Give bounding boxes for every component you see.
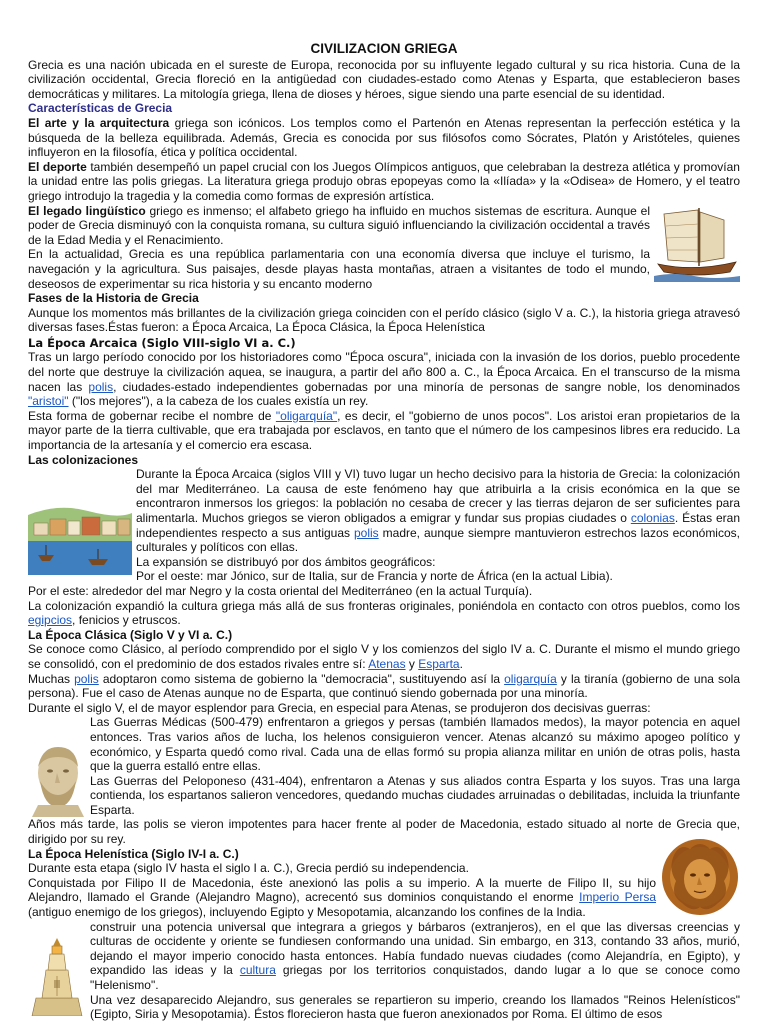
link-atenas[interactable]: Atenas xyxy=(368,656,406,671)
text-span: construir una potencia universal que integrara a griegos y bárbaros (extranjeros), en el que las diversas creencias y culturas de occidente y oriente se fundiesen conformando una unidad. Sin embargo, en 313, contando 33 años, murió, dejando el mayor imperio conocido hasta entonces. Había fundado nuevas ciudades (como Alejandría, en Egipto), y expandido las ideas y la xyxy=(90,919,740,978)
lead-arte: El arte y la arquitectura xyxy=(28,115,170,130)
text-span: , ciudades-estado independientes gobernadas por una minoría de personas de sangre noble, los denominados xyxy=(113,379,741,394)
text-deporte: también desempeñó un papel crucial con los Juegos Olímpicos antiguos, que celebraban la destreza atlética y promovían la unidad entre las polis griegas. La literatura griega produjo obras epopeyas como la «Ilíada» y la «Odisea» de Homero, y el teatro griego introdujo la tragedia y la comedia como formas de expresión artística. xyxy=(28,159,740,203)
text-span: Esta forma de gobernar recibe el nombre de xyxy=(28,408,276,423)
page-title: CIVILIZACION GRIEGA xyxy=(310,41,458,56)
text-arte: griega son icónicos. Los templos como el Partenón en Atenas representan la perfección estética y la búsqueda de la belleza equilibrada. Además, Grecia es conocida por sus filósofos como Sócrates, Platón y Aristóteles, quienes influyeron en la filosofía, ética y política occidental. xyxy=(28,115,740,160)
text-span: Durante la Época Arcaica (siglos VIII y VI) tuvo lugar un hecho decisivo para la historia de Grecia: la colonización del mar Mediterráneo. La causa de este fenómeno hay que atribuirla a la crisis económica en la que se encontraron inmersos los griegos: la población no cesaba de crecer y las tierras dejaron de ser suficientes para alimentarla. Muchos griegos se vieron obligados a emigrar y fundar sus propias ciudades o xyxy=(136,467,740,525)
village-image xyxy=(28,495,132,575)
link-oligarquia[interactable]: "oligarquía" xyxy=(275,408,338,423)
text-span: griegas por los territorios conquistados, dando lugar a lo que se conoce como "Helenismo". xyxy=(90,963,741,992)
paragraph-helenistica-2 xyxy=(28,876,740,920)
text-span: Conquistada por Filipo II de Macedonia, éste anexionó las polis a su imperio. A la muerte de Filipo II, su hijo Alejandro, llamado el Grande (Alejandro Magno), acrecentó sus dominios conquistando el enorme xyxy=(28,875,656,905)
text-span: . xyxy=(459,656,463,671)
intro-paragraph: Grecia es una nación ubicada en el sureste de Europa, reconocida por su influyente legado cultural y su rica historia. Cuna de la civilización occidental, Grecia floreció en la antigüedad con ciudades-estado como Atenas y Esparta, que establecieron bases democráticas y militares. La mitología griega, llena de dioses y héroes, sigue siendo una parte esencial de su identidad. xyxy=(28,57,740,101)
text-span: y la tiranía (gobierno de una sola persona). Fue el caso de Atenas aunque no de Esparta, que continuó siendo gobernada por una minoría. xyxy=(28,671,740,701)
ship-image xyxy=(654,206,740,282)
paragraph-clasica-3: Durante el siglo V, el de mayor esplendor para Grecia, en especial para Atenas, se produjeron dos decisivas guerras: xyxy=(28,700,651,715)
paragraph-arte xyxy=(28,116,740,160)
paragraph-colonizaciones-3: Por el oeste: mar Jónico, sur de Italia, sur de Francia y norte de África (en la actual Libia). xyxy=(136,569,613,584)
guerras-block xyxy=(28,715,740,846)
link-esparta[interactable]: Esparta xyxy=(418,656,460,671)
text-span: adoptaron como sistema de gobierno la "democracia", sustituyendo así la xyxy=(98,671,505,686)
paragraph-helenistica-3 xyxy=(28,920,740,993)
text-span: , fenicios y etruscos. xyxy=(72,613,181,628)
bust-image xyxy=(28,743,86,817)
link-polis-clasica[interactable]: polis xyxy=(74,671,99,686)
text-span: (antiguo enemigo de los griegos), incluyendo Egipto y Mesopotamia, alcanzando los confines de la India. xyxy=(28,905,586,920)
section-heading-helenistica: La Época Helenística (Siglo IV-I a. C.) xyxy=(28,846,239,861)
helenistica-block-2 xyxy=(28,920,740,1022)
link-egipcios[interactable]: egipcios xyxy=(28,613,73,628)
text-span: La colonización expandió la cultura griega más allá de sus fronteras originales, poniéndola en contacto con otros pueblos, como los xyxy=(28,598,740,613)
paragraph-arcaica-1 xyxy=(28,350,740,408)
paragraph-deporte xyxy=(28,160,740,204)
paragraph-macedonia: Años más tarde, las polis se vieron impotentes para hacer frente al poder de Macedonia, estado situado al norte de Grecia que, dirigido por su rey. xyxy=(28,817,740,847)
text-span: Se conoce como Clásico, al período comprendido por el siglo V y los comienzos del siglo IV a. C. Durante el mismo el mundo griego se consolidó, con el predominio de dos estados rivales entre sí: xyxy=(28,642,740,671)
paragraph-fases: Aunque los momentos más brillantes de la civilización griega coinciden con el perído clásico (siglo V a. C.), la historia griega atravesó diversas fases.Éstas fueron: a Época Arcaica, La Época Clásica, la Época Helenística xyxy=(28,305,740,335)
text-span: , es decir, el "gobierno de unos pocos". Los aristoi eran propietarios de la mayor parte de la tierra cultivable, que era trabajada por esclavos, en tanto que el número de los campesinos libres era reducido. La importancia de la artesanía y el comercio era escasa. xyxy=(28,408,740,453)
lighthouse-image xyxy=(28,936,86,1016)
text-span: Muchas xyxy=(28,671,75,686)
section-heading-colonizaciones: Las colonizaciones xyxy=(28,452,139,467)
paragraph-helenistica-4: Una vez desaparecido Alejandro, sus generales se repartieron su imperio, creando los llamados "Reinos Helenísticos" (Egipto, Siria y Mesopotamia). Éstos florecieron hasta que fueron anexionados por Roma. El último de esos xyxy=(90,992,740,1022)
link-cultura[interactable]: cultura xyxy=(239,963,276,978)
paragraph-guerras-peloponeso: Las Guerras del Peloponeso (431-404), enfrentaron a Atenas y sus aliados contra Esparta y los suyos. Tras una larga contienda, los espartanos salieron vencedores, quedando muchas ciudades arruinadas o debilitadas, incluida la triunfante Esparta. xyxy=(90,773,740,817)
text-span: ("los mejores"), a la cabeza de los cuales existía un rey. xyxy=(68,394,369,409)
lead-deporte: El deporte xyxy=(28,159,87,174)
colonizaciones-block xyxy=(28,467,740,628)
section-heading-caracteristicas: Características de Grecia xyxy=(28,101,173,116)
link-oligarquia-clasica[interactable]: oligarquía xyxy=(504,671,557,686)
text-legado: griego es inmenso; el alfabeto griego ha influido en muchos sistemas de escritura. Aunque el poder de Grecia disminuyó con la conquista romana, su cultura siguió influenciando la civilización occidental a través de la Edad Media y el Renacimiento. xyxy=(28,203,650,247)
text-span: Tras un largo período conocido por los historiadores como "Época oscura", iniciada con la invasión de los dorios, pueblo procedente del norte que destruye la civilización aquea, se inaugura, a partir del año 800 a. C., la Época Arcaica. En el transcurso de la misma nacen las xyxy=(28,350,740,394)
paragraph-helenistica-1: Durante esta etapa (siglo IV hasta el siglo I a. C.), Grecia perdió su independencia. xyxy=(28,861,469,876)
paragraph-actualidad: En la actualidad, Grecia es una república parlamentaria con una economía diversa que incluye el turismo, la navegación y la agricultura. Sus paisajes, desde playas hasta montañas, atraen a visitantes de todo el mundo, deseosos de experimentar su rica historia y su encanto moderno xyxy=(28,247,650,291)
section-heading-clasica: La Época Clásica (Siglo V y VI a. C.) xyxy=(28,627,233,642)
link-colonias[interactable]: colonias xyxy=(630,511,675,525)
helenistica-block xyxy=(28,847,740,920)
lead-legado: El legado lingüístico xyxy=(28,203,146,218)
paragraph-guerras-medicas: Las Guerras Médicas (500-479) enfrentaron a griegos y persas (también llamados medos), la mayor potencia en aquel entonces. Tras varios años de lucha, los helenos consiguieron vencer. Atenas alcanzó su máximo apogeo político y económico, y Esparta quedó como rival. Cada una de ellas formó su propia alianza militar en unión de otras polis, hasta que la guerra estalló entre ellas. xyxy=(90,715,740,774)
medallion-image xyxy=(660,835,740,919)
paragraph-arcaica-2 xyxy=(28,409,740,453)
section-heading-arcaica: La Época Arcaica (Siglo VIII-siglo VI a. C.) xyxy=(28,335,296,350)
paragraph-colonizaciones-4: Por el este: alrededor del mar Negro y la costa oriental del Mediterráneo (en la actual Turquía). xyxy=(28,583,533,598)
paragraph-colonizaciones-1 xyxy=(28,467,740,555)
paragraph-colonizaciones-2: La expansión se distribuyó por dos ámbitos geográficos: xyxy=(136,554,436,569)
paragraph-clasica-1 xyxy=(28,642,740,671)
paragraph-colonizaciones-5 xyxy=(28,599,740,628)
text-span: madre, aunque siempre mantuvieron estrechos lazos económicos, culturales y políticos con ellas. xyxy=(136,525,740,555)
paragraph-clasica-2 xyxy=(28,672,740,701)
link-polis[interactable]: polis xyxy=(88,379,114,394)
section-heading-fases: Fases de la Historia de Grecia xyxy=(28,291,199,306)
link-polis-madre[interactable]: polis xyxy=(354,525,379,540)
link-aristoi[interactable]: "aristoi" xyxy=(28,394,69,409)
document xyxy=(28,42,740,1022)
paragraph-legado xyxy=(28,204,740,248)
text-span: . Éstas eran independientes respecto a sus antiguas xyxy=(136,511,740,540)
text-span: y xyxy=(405,656,419,671)
link-imperio-persa[interactable]: Imperio Persa xyxy=(579,890,656,905)
